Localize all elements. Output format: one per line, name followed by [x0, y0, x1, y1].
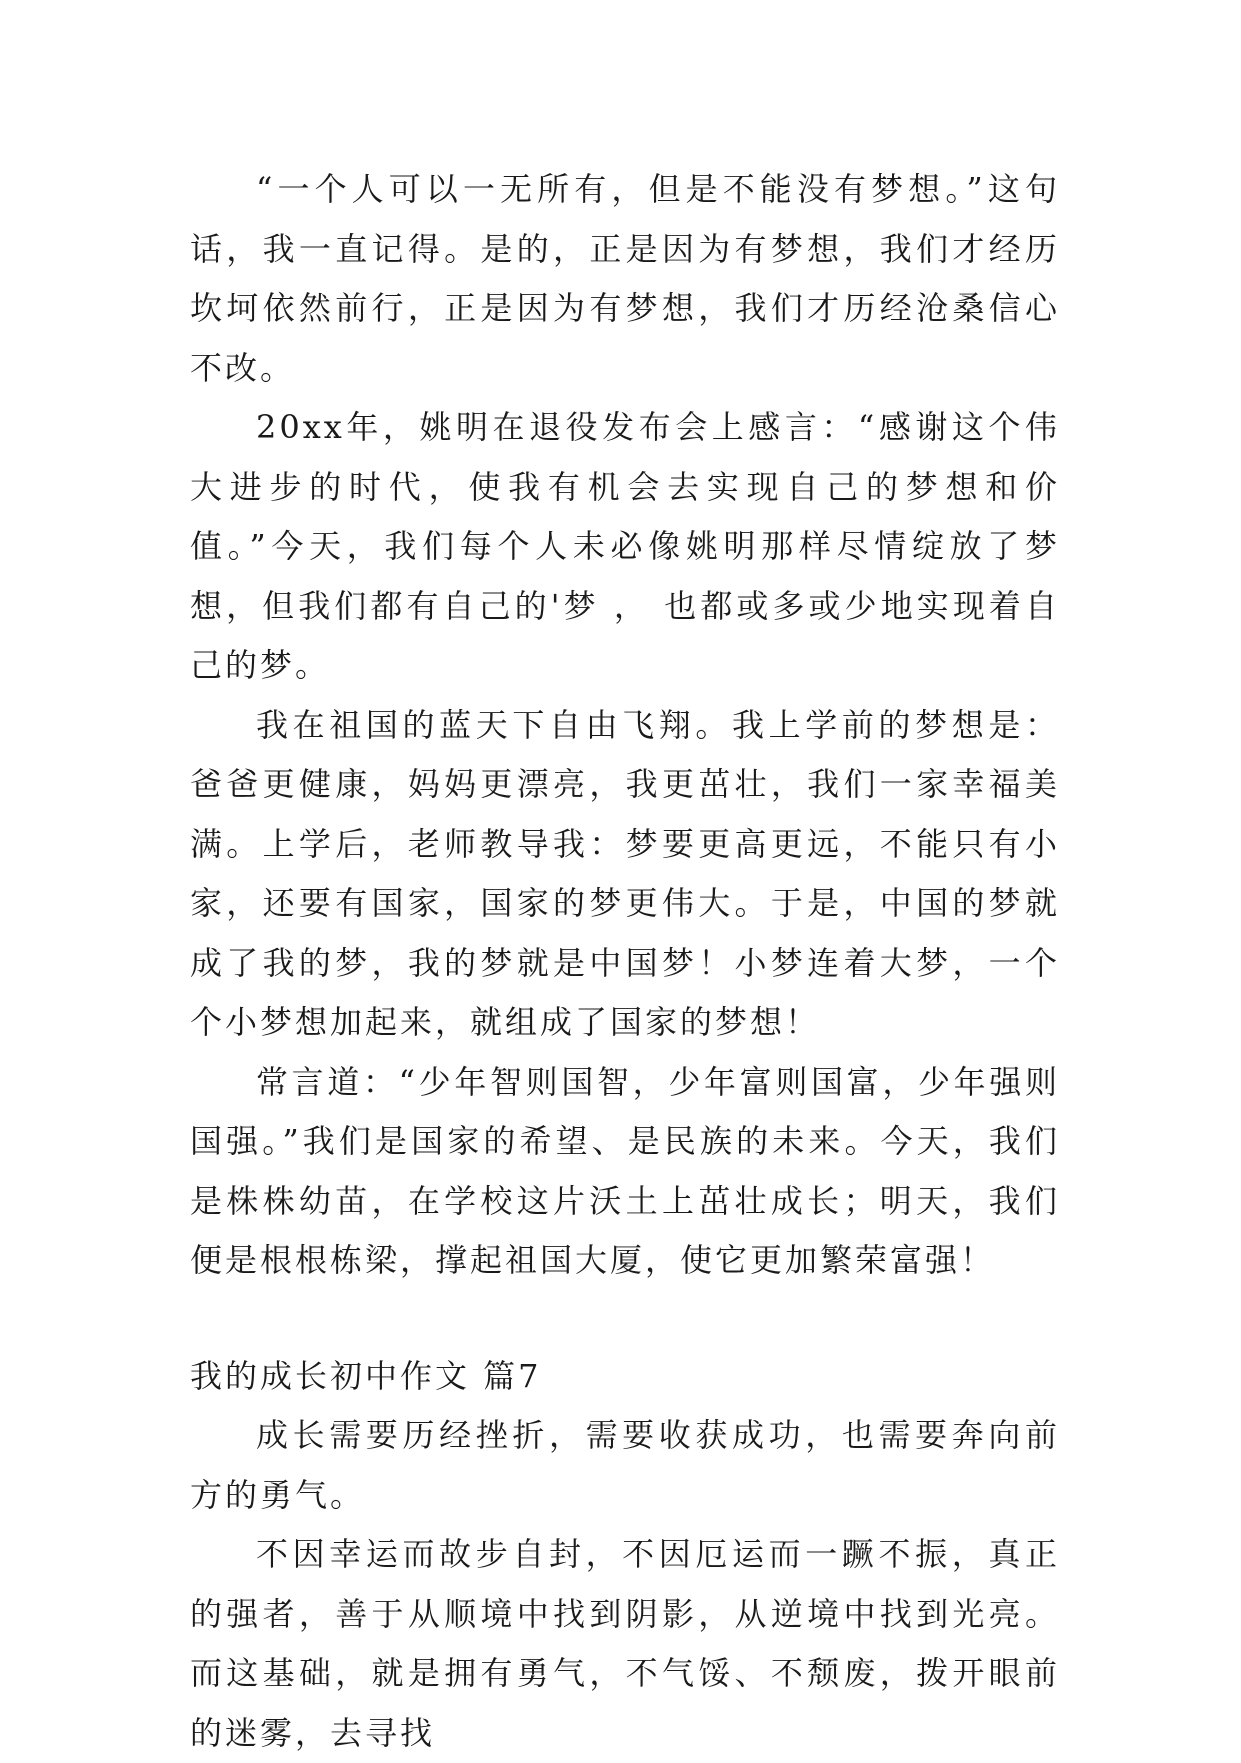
- section-heading: 我的成长初中作文 篇7: [190, 1356, 542, 1395]
- paragraph-strong-person: 不因幸运而故步自封，不因厄运而一蹶不振，真正的强者，善于从顺境中找到阴影，从逆境中找到光亮。而这基础，就是拥有勇气，不气馁、不颓废，拨开眼前的迷雾，去寻找: [190, 1535, 1060, 1752]
- paragraph-dream-quote: “一个人可以一无所有，但是不能没有梦想。”这句话，我一直记得。是的，正是因为有梦想，我们才经历坎坷依然前行，正是因为有梦想，我们才历经沧桑信心不改。: [190, 170, 1060, 387]
- paragraph-yao-ming: 20xx年，姚明在退役发布会上感言：“感谢这个伟大进步的时代，使我有机会去实现自己的梦想和价值。”今天，我们每个人未必像姚明那样尽情绽放了梦想，但我们都有自己的'梦 ， 也都或多或少地实现着自己的梦。: [190, 408, 1060, 684]
- document-body: [190, 160, 1060, 1763]
- paragraph-growth-courage: 成长需要历经挫折，需要收获成功，也需要奔向前方的勇气。: [190, 1416, 1060, 1514]
- paragraph-youth-strong: 常言道：“少年智则国智，少年富则国富，少年强则国强。”我们是国家的希望、是民族的未来。今天，我们是株株幼苗，在学校这片沃土上茁壮成长；明天，我们便是根根栋梁，撑起祖国大厦，使它更加繁荣富强！: [190, 1062, 1060, 1279]
- paragraph-china-dream: 我在祖国的蓝天下自由飞翔。我上学前的梦想是：爸爸更健康，妈妈更漂亮，我更茁壮，我们一家幸福美满。上学后，老师教导我：梦要更高更远，不能只有小家，还要有国家，国家的梦更伟大。于是，中国的梦就成了我的梦，我的梦就是中国梦！小梦连着大梦，一个个小梦想加起来，就组成了国家的梦想！: [190, 705, 1060, 1041]
